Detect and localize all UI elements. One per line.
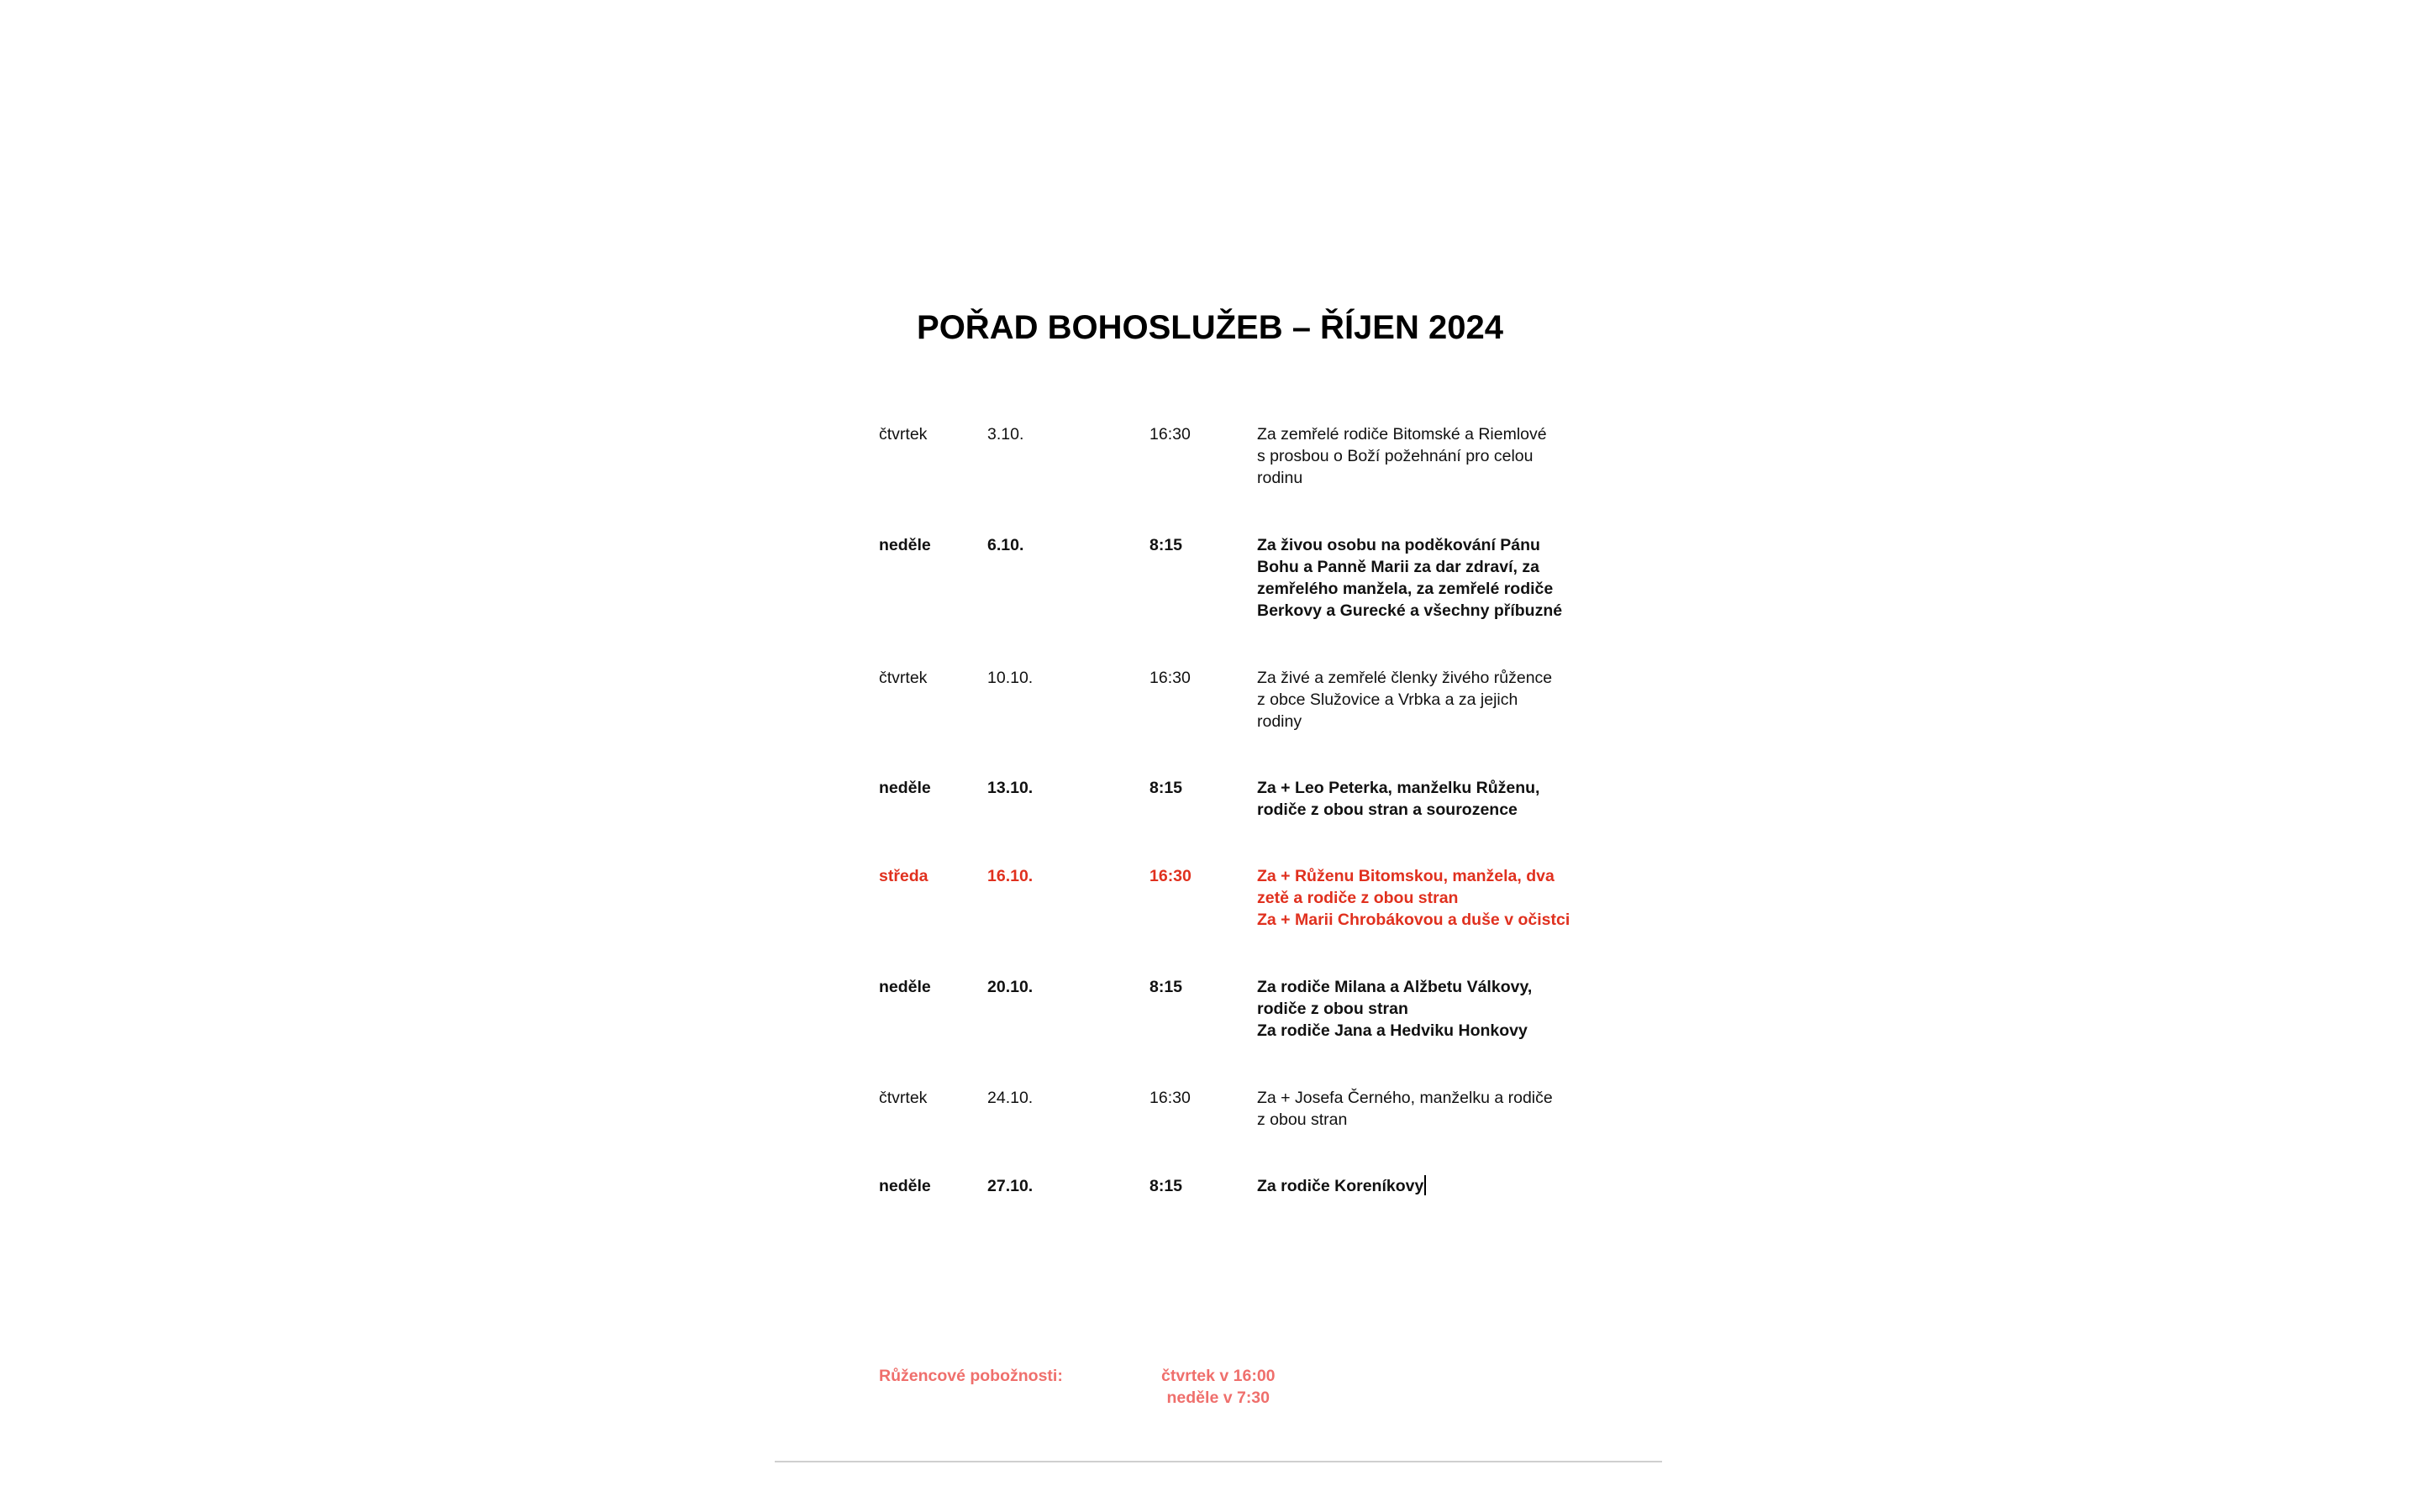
intent-line: rodiče z obou stran a sourozence — [1257, 801, 1518, 819]
intent-text: Za rodiče Koreníkovy — [1257, 1177, 1424, 1195]
service-time: 8:15 — [1150, 779, 1183, 797]
service-date: 27.10. — [987, 1177, 1034, 1195]
service-day: středa — [879, 867, 929, 885]
intent-line[interactable] — [1257, 1175, 1568, 1197]
intent-line: Za rodiče Jana a Hedviku Honkovy — [1257, 1021, 1528, 1040]
intent-line: Za + Marii Chrobákovou a duše v očistci — [1257, 911, 1570, 929]
service-date: 16.10. — [987, 867, 1034, 885]
service-time: 16:30 — [1150, 867, 1192, 885]
service-day: neděle — [879, 978, 931, 996]
service-day: čtvrtek — [879, 1089, 928, 1107]
intent-line: Za rodiče Milana a Alžbetu Válkovy, — [1257, 978, 1533, 996]
service-day: čtvrtek — [879, 425, 928, 444]
service-time: 8:15 — [1150, 978, 1183, 996]
intent-line: Za zemřelé rodiče Bitomské a Riemlové — [1257, 425, 1547, 444]
intent-line: zemřelého manžela, za zemřelé rodiče — [1257, 580, 1554, 598]
service-intent — [1257, 534, 1568, 622]
intent-line: Za + Růženu Bitomskou, manžela, dva — [1257, 867, 1555, 885]
service-day: neděle — [879, 1177, 931, 1195]
intent-line: Za + Josefa Černého, manželku a rodiče — [1257, 1089, 1553, 1107]
service-intent — [1257, 1087, 1568, 1131]
service-intent[interactable] — [1257, 1175, 1568, 1197]
service-date: 3.10. — [987, 425, 1024, 444]
service-date: 10.10. — [987, 669, 1034, 687]
service-date: 13.10. — [987, 779, 1034, 797]
intent-line: Bohu a Panně Marii za dar zdraví, za — [1257, 558, 1539, 576]
rosary-time: neděle v 7:30 — [1166, 1389, 1270, 1407]
service-time: 16:30 — [1150, 1089, 1191, 1107]
text-cursor — [1424, 1175, 1426, 1195]
service-date: 20.10. — [987, 978, 1034, 996]
intent-line: Berkovy a Gurecké a všechny příbuzné — [1257, 601, 1563, 620]
rosary-times — [1161, 1365, 1276, 1409]
rosary-label: Růžencové pobožnosti: — [879, 1367, 1063, 1385]
intent-line: Za + Leo Peterka, manželku Růženu, — [1257, 779, 1540, 797]
rosary-time: čtvrtek v 16:00 — [1161, 1367, 1276, 1385]
service-date: 6.10. — [987, 536, 1024, 554]
page-title: POŘAD BOHOSLUŽEB – ŘÍJEN 2024 — [917, 309, 1503, 346]
service-date: 24.10. — [987, 1089, 1034, 1107]
intent-line: s prosbou o Boží požehnání pro celou — [1257, 447, 1534, 465]
intent-line: rodiče z obou stran — [1257, 1000, 1408, 1018]
service-day: neděle — [879, 536, 931, 554]
intent-line: Za živou osobu na poděkování Pánu — [1257, 536, 1540, 554]
service-time: 8:15 — [1150, 536, 1183, 554]
service-intent — [1257, 423, 1568, 489]
intent-line: zetě a rodiče z obou stran — [1257, 889, 1459, 907]
intent-line: Za živé a zemřelé členky živého růžence — [1257, 669, 1553, 687]
service-intent — [1257, 667, 1568, 732]
service-time: 16:30 — [1150, 425, 1191, 444]
service-day: čtvrtek — [879, 669, 928, 687]
service-intent — [1257, 865, 1568, 931]
service-day: neděle — [879, 779, 931, 797]
service-intent — [1257, 777, 1568, 821]
service-time: 16:30 — [1150, 669, 1191, 687]
intent-line: z obce Služovice a Vrbka a za jejich — [1257, 690, 1518, 709]
intent-line: z obou stran — [1257, 1110, 1348, 1129]
service-intent — [1257, 976, 1568, 1042]
intent-line: rodinu — [1257, 469, 1303, 487]
intent-line: rodiny — [1257, 712, 1302, 731]
page-bottom-divider — [775, 1461, 1662, 1462]
service-time: 8:15 — [1150, 1177, 1183, 1195]
